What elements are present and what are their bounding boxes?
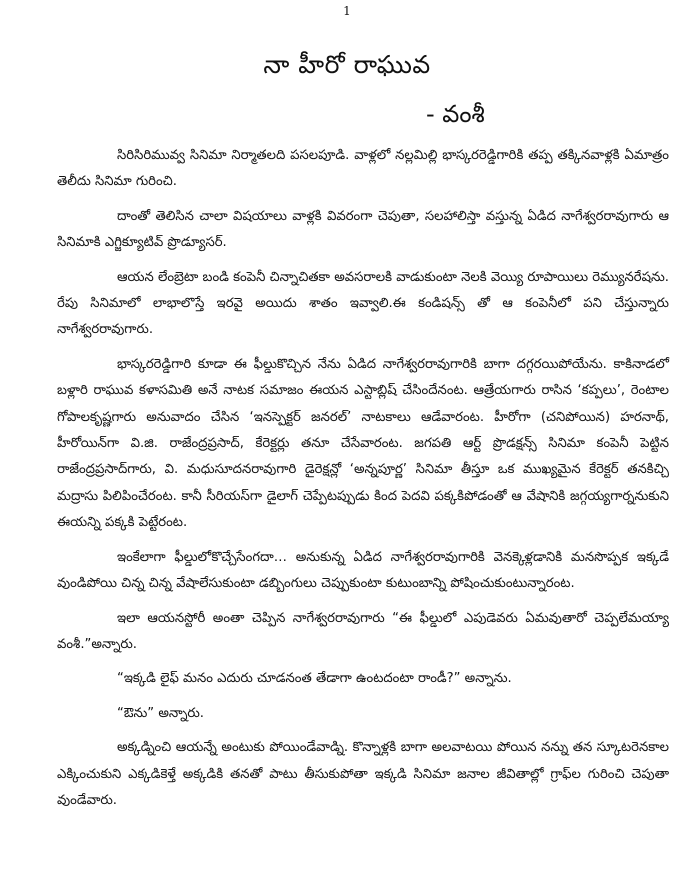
paragraph: సిరిసిరిమువ్వ సినిమా నిర్మాతలది పసలపూడి. వాళ్లలో నల్లమిల్లి భాస్కరరెడ్డిగారికి తప్ప తక్కినవాళ్లకి ఏమాత్రం తెలీదు సినిమా గురించి.	[57, 148, 669, 190]
page-number: 1	[343, 4, 351, 18]
paragraph: “ఇక్కడి లైఫ్ మనం ఎదురు చూడనంత తేడాగా ఉంటదంటా రాండీ?” అన్నాను.	[117, 671, 512, 687]
paragraph: “ఔను” అన్నారు.	[117, 705, 204, 721]
paragraph: ఇంకేలాగా ఫీల్డులోకొచ్చేసేంగదా… అనుకున్న ఏడిద నాగేశ్వరరావుగారికి వెనక్కెళ్లడానికి మనసొప్పక ఇక్కడే వుండిపోయి చిన్న చిన్న వేషాలేసుకుంటా డబ్బింగులు చెప్పుకుంటా కుటుంబాన్ని పోషించుకుంటున్నారంట.	[57, 549, 669, 592]
paragraph: ఇలా ఆయనస్టోరీ అంతా చెప్పిన నాగేశ్వరరావుగారు “ఈ ఫీల్డులో ఎపుడెవరు ఏమవుతారో చెప్పలేమయ్యా వంశీ.”అన్నారు.	[57, 610, 669, 652]
paragraph: ఆయన లేంబ్రెటా బండి కంపెనీ చిన్నాచితకా అవసరాలకి వాడుకుంటా నెలకి వెయ్యి రూపాయిలు రెమ్యునరేషను. రేపు సినిమాలో లాభాలొస్తే ఇరవై అయిదు శాతం ఇవ్వాలి.ఈ కండిషన్స్ తో ఆ కంపెనీలో పని చేస్తున్నారు నాగేశ్వరరావుగారు.	[57, 269, 669, 338]
story-title: నా హీరో రాఘువ	[263, 50, 431, 79]
paragraph: అక్కడ్నించి ఆయన్నే అంటుకు పోయిండేవాడ్ని. కొన్నాళ్లకి బాగా అలవాటయి పోయిన నన్ను తన స్కూటరెనకాల ఎక్కించుకుని ఎక్కడికెళ్తే అక్కడికి తనతో పాటు తీసుకుపోతా ఇక్కడి సినిమా జనాల జీవితాల్లో గ్రాఫ్‌ల గురించి చెపుతా వుండేవారు.	[57, 740, 669, 808]
author-name: - వంశీ	[426, 100, 485, 128]
paragraph: దాంతో తెలిసిన చాలా విషయాలు వాళ్లకి వివరంగా చెపుతా, సలహాలిస్తా వస్తున్న ఏడిద నాగేశ్వరరావుగారు ఆ సినిమాకి ఎగ్జిక్యూటివ్ ప్రొడ్యూసర్.	[57, 208, 669, 251]
paragraph: భాస్కరరెడ్డిగారి కూడా ఈ ఫీల్డుకొచ్చిన నేను ఏడిద నాగేశ్వరరావుగారికి బాగా దగ్గరయిపోయేను. కాకినాడలో బళ్లారి రాఘువ కళాసమితి అనే నాటక సమాజం ఈయన ఎస్టాబ్లిష్ చేసిందేనంట. ఆత్రేయగారు రాసిన ‘కప్పలు’, రెంటాల గోపాలకృష్ణగారు అనువాదం చేసిన ‘ఇనస్పెక్టర్ జనరల్’ నాటకాలు ఆడేవారంట. హీరోగా (చనిపోయిన) హరనాథ్, హీరోయిన్‌గా వి.జి. రాజేంద్రప్రసాద్, కేరెక్టర్లు తనూ చేసేవారంట. జగపతి ఆర్ట్ ప్రొడక్షన్స్ సినిమా కంపెనీ పెట్టిన రాజేంద్రప్రసాద్‌గారు, వి. మధుసూదనరావుగారి డైరెక్షన్లో ‘అన్నపూర్ణ’ సినిమా తీస్తూ ఒక ముఖ్యమైన కేరెక్టర్ తనకిచ్చి మద్రాసు పిలిపించేరంట. కానీ సీరియస్‌గా డైలాగ్ చెప్పేటప్పుడు కింద పెదవి పక్కకిపోడంతో ఆ వేషానికి జగ్గయ్యగార్ననుకుని ఈయన్ని పక్కకి పెట్టేరంట.	[57, 356, 669, 531]
story-body	[57, 143, 669, 822]
